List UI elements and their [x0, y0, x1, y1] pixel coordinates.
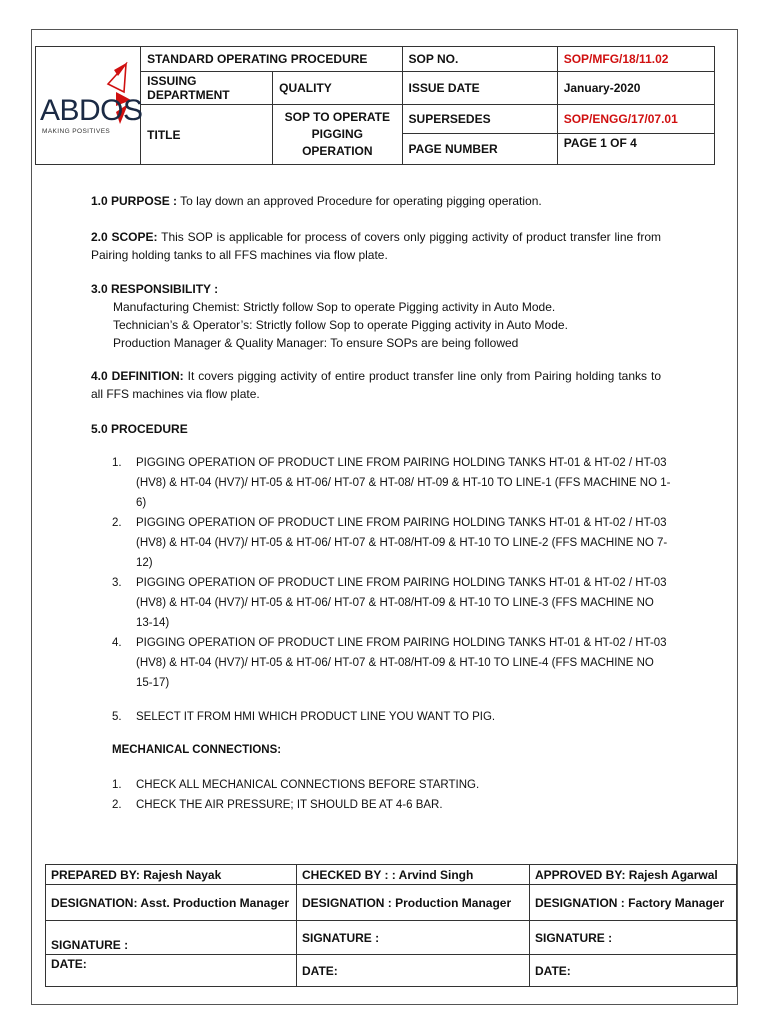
definition-text: It covers pigging activity of entire product transfer line only from Pairing holding tanks to all FFS machines via flow plate.	[91, 369, 661, 401]
supersedes-value: SOP/ENGG/17/07.01	[557, 105, 714, 134]
page-number-key: PAGE NUMBER	[402, 134, 557, 165]
list-item	[112, 573, 672, 633]
logo-tagline: MAKING POSITIVES	[42, 127, 111, 135]
list-item	[112, 633, 672, 693]
scope-text: This SOP is applicable for process of covers only pigging activity of product transfer line from Pairing holding tanks to all FFS machines via flow plate.	[91, 230, 661, 262]
page-number-value: PAGE 1 OF 4	[557, 134, 714, 165]
issue-date-key: ISSUE DATE	[402, 72, 557, 105]
list-item	[112, 513, 672, 573]
date-approved: DATE:	[530, 955, 737, 987]
header-table	[35, 46, 715, 165]
mechanical-heading: MECHANICAL CONNECTIONS:	[112, 744, 282, 756]
definition-heading: 4.0 DEFINITION:	[91, 369, 184, 383]
logo-brand-text: ABDOS	[40, 93, 143, 127]
section-scope	[91, 228, 661, 264]
responsibility-line: Production Manager & Quality Manager: To ensure SOPs are being followed	[113, 336, 519, 350]
list-number: 2.	[112, 799, 122, 811]
list-number: 4.	[112, 637, 122, 649]
checked-by: CHECKED BY : : Arvind Singh	[297, 865, 530, 885]
sop-no-key: SOP NO.	[402, 47, 557, 72]
section-responsibility	[91, 280, 661, 352]
mechanical-list	[112, 775, 672, 815]
list-text: PIGGING OPERATION OF PRODUCT LINE FROM PAIRING HOLDING TANKS HT-01 & HT-02 / HT-03 (HV8) & HT-04 (HV7)/ HT-05 & HT-06/ HT-07 & HT-08/HT-09 & HT-10 TO LINE-3 (FFS MACHINE NO 13-14)	[136, 577, 667, 629]
designation-checked: DESIGNATION : Production Manager	[297, 885, 530, 921]
logo-cell	[36, 47, 141, 165]
list-number: 1.	[112, 457, 122, 469]
procedure-heading: 5.0 PROCEDURE	[91, 422, 188, 436]
list-text: PIGGING OPERATION OF PRODUCT LINE FROM PAIRING HOLDING TANKS HT-01 & HT-02 / HT-03 (HV8) & HT-04 (HV7)/ HT-05 & HT-06/ HT-07 & HT-08/HT-09 & HT-10 TO LINE-2 (FFS MACHINE NO 7-12)	[136, 517, 668, 569]
signature-approved: SIGNATURE :	[530, 921, 737, 955]
section-definition	[91, 367, 661, 403]
responsibility-heading: 3.0 RESPONSIBILITY :	[91, 282, 219, 296]
list-text: CHECK ALL MECHANICAL CONNECTIONS BEFORE STARTING.	[136, 779, 480, 791]
list-item	[112, 707, 672, 727]
signature-checked: SIGNATURE :	[297, 921, 530, 955]
list-text: PIGGING OPERATION OF PRODUCT LINE FROM PAIRING HOLDING TANKS HT-01 & HT-02 / HT-03 (HV8) & HT-04 (HV7)/ HT-05 & HT-06/ HT-07 & HT-08/ HT-09 & HT-10 TO LINE-1 (FFS MACHINE NO 1-6)	[136, 457, 671, 509]
list-number: 2.	[112, 517, 122, 529]
scope-heading: 2.0 SCOPE:	[91, 230, 158, 244]
list-item	[112, 453, 672, 513]
issuing-dept-label: ISSUING DEPARTMENT	[141, 72, 273, 105]
section-purpose	[91, 192, 661, 210]
list-number: 5.	[112, 711, 122, 723]
prepared-by: PREPARED BY: Rajesh Nayak	[46, 865, 297, 885]
list-text: CHECK THE AIR PRESSURE; IT SHOULD BE AT 4-6 BAR.	[136, 799, 443, 811]
date-prepared: DATE:	[46, 955, 297, 987]
list-item	[112, 775, 672, 795]
date-checked: DATE:	[297, 955, 530, 987]
title-label: TITLE	[141, 105, 273, 165]
purpose-heading: 1.0 PURPOSE :	[91, 194, 178, 208]
designation-approved: DESIGNATION : Factory Manager	[530, 885, 737, 921]
signature-prepared: SIGNATURE :	[46, 921, 297, 955]
issue-date-value: January-2020	[557, 72, 714, 105]
company-logo	[36, 56, 143, 156]
issuing-dept-value: QUALITY	[273, 72, 402, 105]
designation-prepared: DESIGNATION: Asst. Production Manager	[46, 885, 297, 921]
sop-no-value: SOP/MFG/18/11.02	[557, 47, 714, 72]
approved-by: APPROVED BY: Rajesh Agarwal	[530, 865, 737, 885]
supersedes-key: SUPERSEDES	[402, 105, 557, 134]
approval-table	[45, 864, 737, 987]
list-text: SELECT IT FROM HMI WHICH PRODUCT LINE YOU WANT TO PIG.	[136, 711, 496, 723]
list-item	[112, 795, 672, 815]
procedure-list	[112, 453, 672, 693]
procedure-item-5	[112, 707, 672, 727]
list-number: 1.	[112, 779, 122, 791]
purpose-text: To lay down an approved Procedure for operating pigging operation.	[177, 194, 542, 208]
responsibility-line: Manufacturing Chemist: Strictly follow Sop to operate Pigging activity in Auto Mode.	[113, 300, 556, 314]
title-value: SOP TO OPERATE PIGGING OPERATION	[273, 105, 402, 165]
list-number: 3.	[112, 577, 122, 589]
responsibility-line: Technician’s & Operator’s: Strictly follow Sop to operate Pigging activity in Auto Mode.	[113, 318, 568, 332]
list-text: PIGGING OPERATION OF PRODUCT LINE FROM PAIRING HOLDING TANKS HT-01 & HT-02 / HT-03 (HV8) & HT-04 (HV7)/ HT-05 & HT-06/ HT-07 & HT-08/HT-09 & HT-10 TO LINE-4 (FFS MACHINE NO 15-17)	[136, 637, 667, 689]
sop-label: STANDARD OPERATING PROCEDURE	[141, 47, 402, 72]
